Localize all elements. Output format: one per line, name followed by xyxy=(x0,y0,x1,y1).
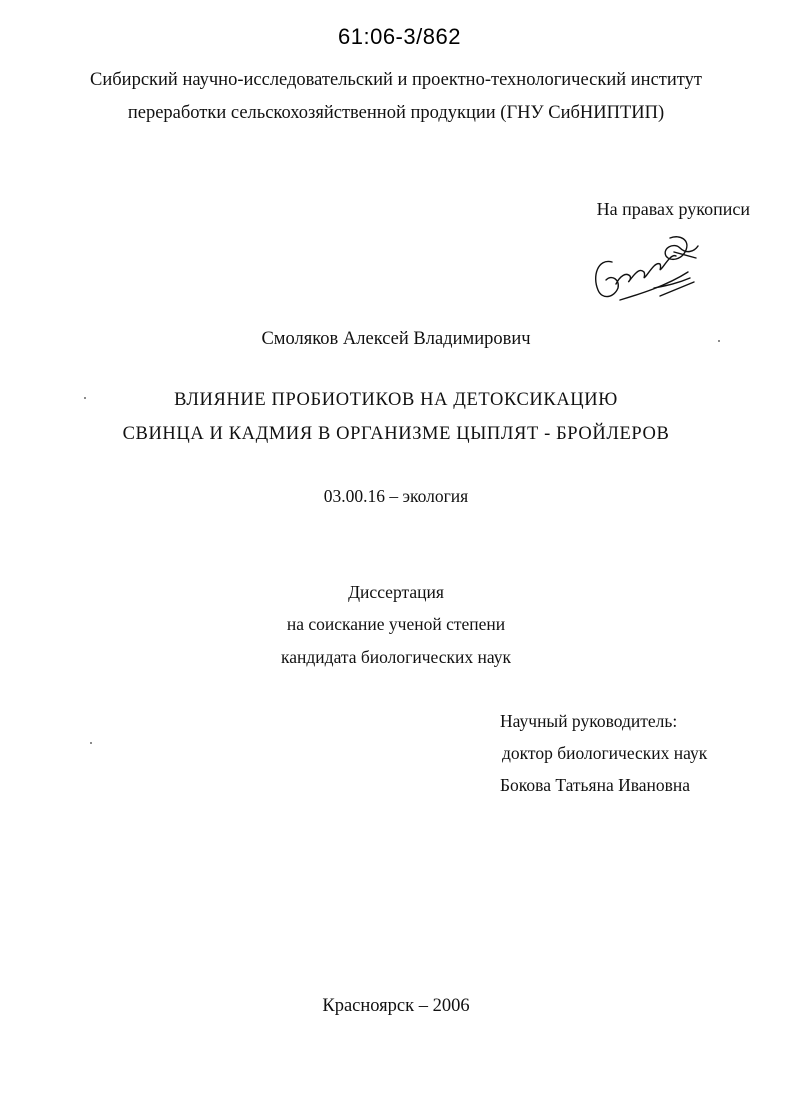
rights-note: На правах рукописи xyxy=(596,199,750,219)
thesis-title-line-1: ВЛИЯНИЕ ПРОБИОТИКОВ НА ДЕТОКСИКАЦИЮ xyxy=(174,390,618,410)
city-year: Красноярск – 2006 xyxy=(322,996,470,1016)
author-name: Смоляков Алексей Владимирович xyxy=(261,329,531,349)
archive-stamp: 61:06-3/862 xyxy=(338,24,461,49)
institution-line-1: Сибирский научно-исследовательский и проектно-технологический институт xyxy=(90,70,702,90)
degree-name: кандидата биологических наук xyxy=(281,647,511,667)
supervisor-degree: доктор биологических наук xyxy=(502,743,708,763)
dissertation-label: Диссертация xyxy=(348,582,444,602)
supervisor-name: Бокова Татьяна Ивановна xyxy=(500,775,691,795)
scan-speck xyxy=(90,742,92,744)
scan-speck xyxy=(84,397,86,399)
supervisor-label: Научный руководитель: xyxy=(500,711,678,731)
scan-speck xyxy=(718,340,720,342)
specialty-code: 03.00.16 – экология xyxy=(323,486,469,506)
author-signature xyxy=(590,232,702,308)
degree-purpose: на соискание ученой степени xyxy=(286,614,506,634)
thesis-title-line-2: СВИНЦА И КАДМИЯ В ОРГАНИЗМЕ ЦЫПЛЯТ - БРОЙЛЕРОВ xyxy=(122,424,670,444)
institution-line-2: переработки сельскохозяйственной продукции (ГНУ СибНИПТИП) xyxy=(127,103,665,123)
